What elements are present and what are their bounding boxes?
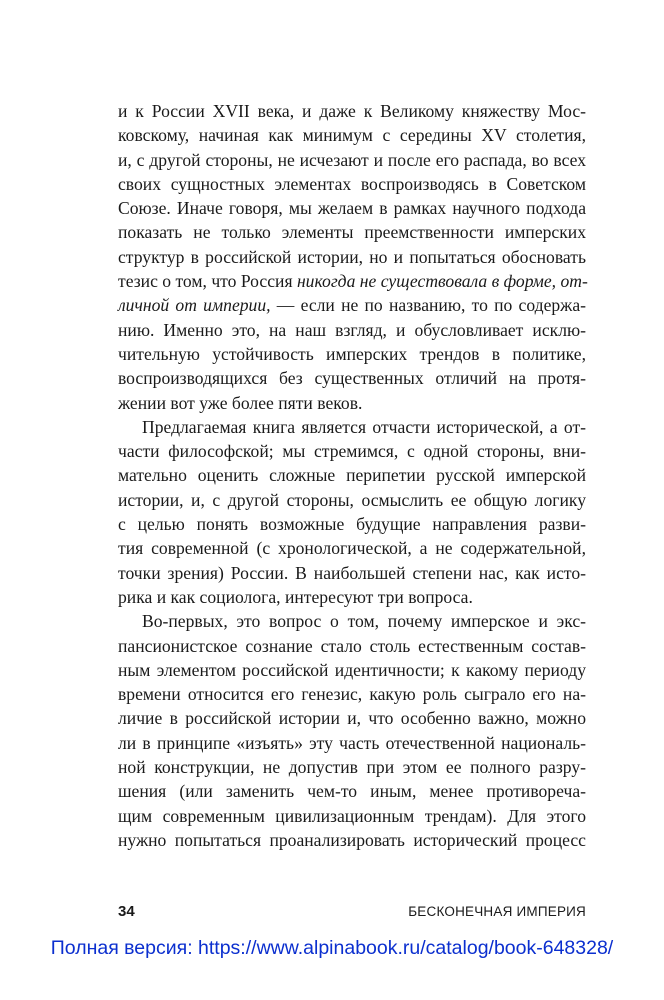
paragraph-2	[118, 415, 586, 609]
text-line: и, с другой стороны, не исчезают и после его распада, во всех	[118, 149, 586, 170]
paragraph-3	[118, 609, 586, 852]
text-line: своих сущностных элементах воспроизводясь в Советском	[118, 173, 586, 194]
text-line: рика и как социолога, интересуют три вопроса.	[118, 586, 473, 607]
text-line: пансионистское сознание стало столь естественным состав-	[118, 635, 586, 656]
text-line: Предлагаемая книга является отчасти исторической, а от-	[142, 416, 586, 437]
text-line: с целью понять возможные будущие направления разви-	[118, 514, 586, 535]
text-line: чительную устойчивость имперских трендов в политике,	[118, 343, 586, 364]
text-line: воспроизводящихся без существенных отличий на протя-	[118, 368, 586, 389]
text-line: жении вот уже более пяти веков.	[118, 392, 363, 413]
text-line: личие в российской истории и, что особенно важно, можно	[118, 708, 586, 729]
text-line: ной конструкции, не допустив при этом ее полного разру-	[118, 757, 586, 778]
text-run: тезис о том, что Россия	[118, 271, 297, 292]
text-line: ным элементом российской идентичности; к какому периоду	[118, 659, 586, 680]
text-run: — если не по названию, то по содержа-	[270, 295, 586, 316]
text-line: Союзе. Иначе говоря, мы желаем в рамках научного подхода	[118, 198, 586, 219]
text-line	[118, 293, 586, 317]
text-line: ли в принципе «изъять» эту часть отечественной националь-	[118, 732, 586, 753]
text-line: точки зрения) России. В наибольшей степени нас, как исто-	[118, 562, 586, 583]
text-line: показать не только элементы преемственности имперских	[118, 222, 586, 243]
text-line: и к России XVII века, и даже к Великому княжеству Мос-	[118, 101, 586, 121]
italic-emphasis: личной от империи,	[118, 295, 271, 316]
italic-emphasis: никогда не существовала в форме, от-	[296, 271, 588, 292]
text-line: шения (или заменить чем-то иным, менее противореча-	[118, 781, 586, 802]
text-line: ковскому, начиная как минимум с середины XV столетия,	[118, 125, 586, 146]
text-line: части философской; мы стремимся, с одной стороны, вни-	[118, 441, 586, 462]
text-line: Во-первых, это вопрос о том, почему имперское и экс-	[142, 611, 586, 632]
full-version-link[interactable]: Полная версия: https://www.alpinabook.ru/catalog/book-648328/	[50, 937, 614, 959]
text-line: структур в российской истории, но и попытаться обосновать	[118, 246, 586, 267]
body-text	[118, 99, 586, 852]
text-line: щим современным цивилизационным трендам). Для этого	[118, 805, 586, 826]
text-line	[118, 269, 586, 293]
text-line: истории, и, с другой стороны, осмыслить ее общую логику	[118, 489, 586, 510]
text-line: нужно попытаться проанализировать исторический процесс	[118, 829, 586, 850]
text-line: нию. Именно это, на наш взгляд, и обусловливает исклю-	[118, 319, 586, 340]
paragraph-1	[118, 99, 586, 415]
text-line: времени относится его генезис, какую роль сыграло его на-	[118, 684, 586, 705]
page-footer	[118, 903, 586, 923]
text-line: тия современной (с хронологической, а не содержательной,	[118, 538, 586, 559]
page-number: 34	[118, 903, 135, 920]
text-line: мательно оценить сложные перипетии русской имперской	[118, 465, 586, 486]
running-title: БЕСКОНЕЧНАЯ ИМПЕРИЯ	[408, 904, 586, 919]
